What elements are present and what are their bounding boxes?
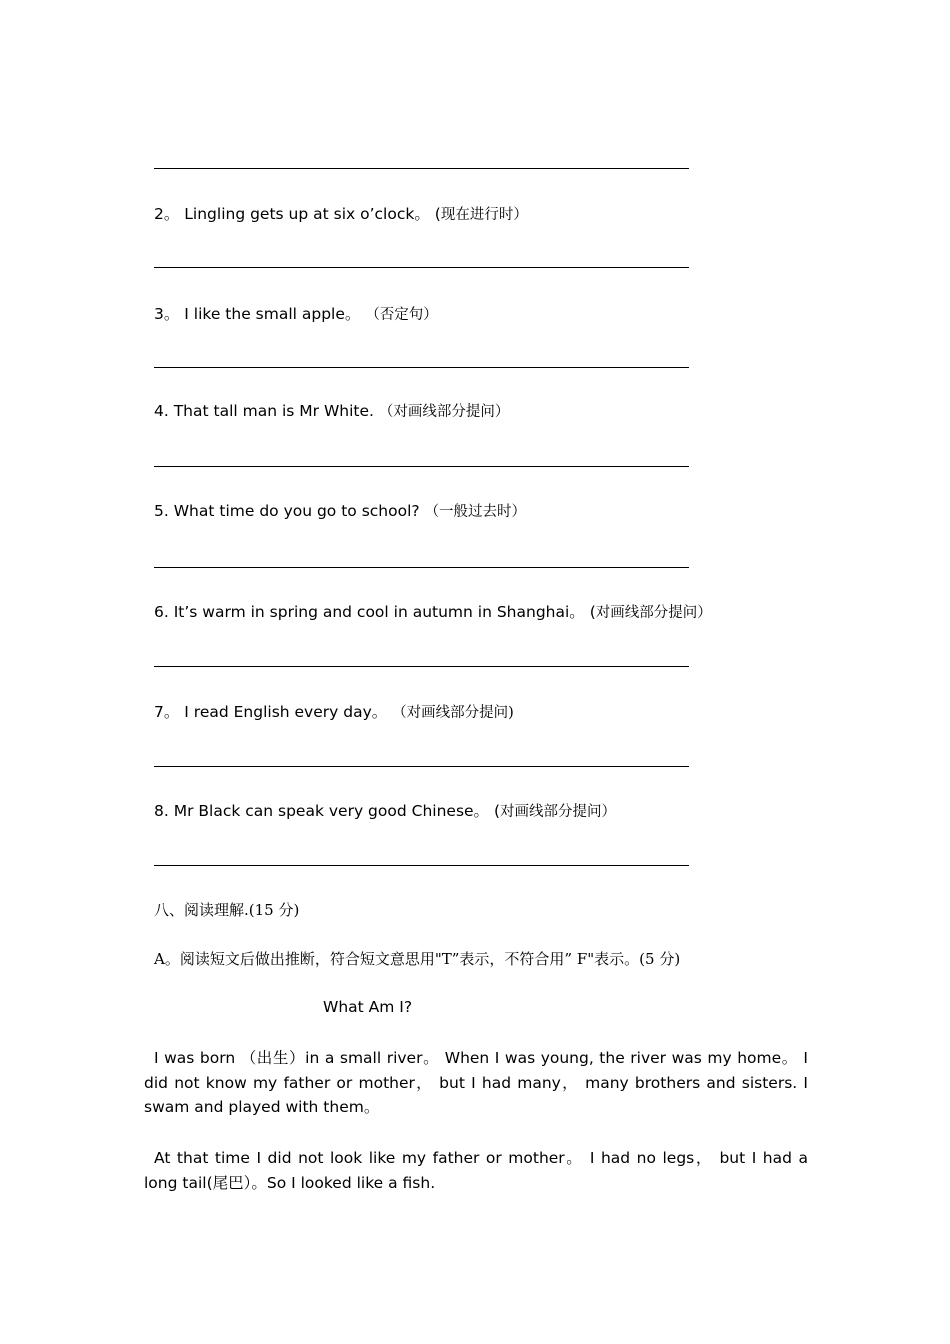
answer-line bbox=[154, 367, 689, 368]
question-7: 7。 I read English every day。 （对画线部分提问) bbox=[154, 703, 514, 721]
answer-line bbox=[154, 466, 689, 467]
section-heading: 八、阅读理解.(15 分) bbox=[154, 901, 300, 919]
question-2: 2。 Lingling gets up at six o’clock。 (现在进行时） bbox=[154, 205, 528, 223]
answer-line bbox=[154, 865, 689, 866]
question-8: 8. Mr Black can speak very good Chinese。 (对画线部分提问） bbox=[154, 802, 617, 820]
passage-paragraph-1: I was born （出生）in a small river。 When I was young, the river was my home。 I did not know my father or mother， but I had many， many brothers and sisters. I swam and played with them。 bbox=[144, 1049, 808, 1116]
question-3: 3。 I like the small apple。 （否定句） bbox=[154, 305, 438, 323]
part-a-instructions: A。阅读短文后做出推断，符合短文意思用"T”表示，不符合用” F"表示。(5 分) bbox=[154, 950, 681, 968]
question-4: 4. That tall man is Mr White. （对画线部分提问） bbox=[154, 402, 510, 420]
answer-line bbox=[154, 666, 689, 667]
question-5: 5. What time do you go to school? （一般过去时） bbox=[154, 502, 527, 520]
answer-line bbox=[154, 267, 689, 268]
question-6: 6. It’s warm in spring and cool in autumn in Shanghai。 (对画线部分提问） bbox=[154, 603, 712, 621]
passage-paragraph-2: At that time I did not look like my father or mother。 I had no legs， but I had a long tail(尾巴）。So I looked like a fish. bbox=[144, 1149, 808, 1192]
answer-line bbox=[154, 766, 689, 767]
passage-title: What Am I? bbox=[323, 998, 413, 1016]
answer-line bbox=[154, 567, 689, 568]
answer-line bbox=[154, 168, 689, 169]
